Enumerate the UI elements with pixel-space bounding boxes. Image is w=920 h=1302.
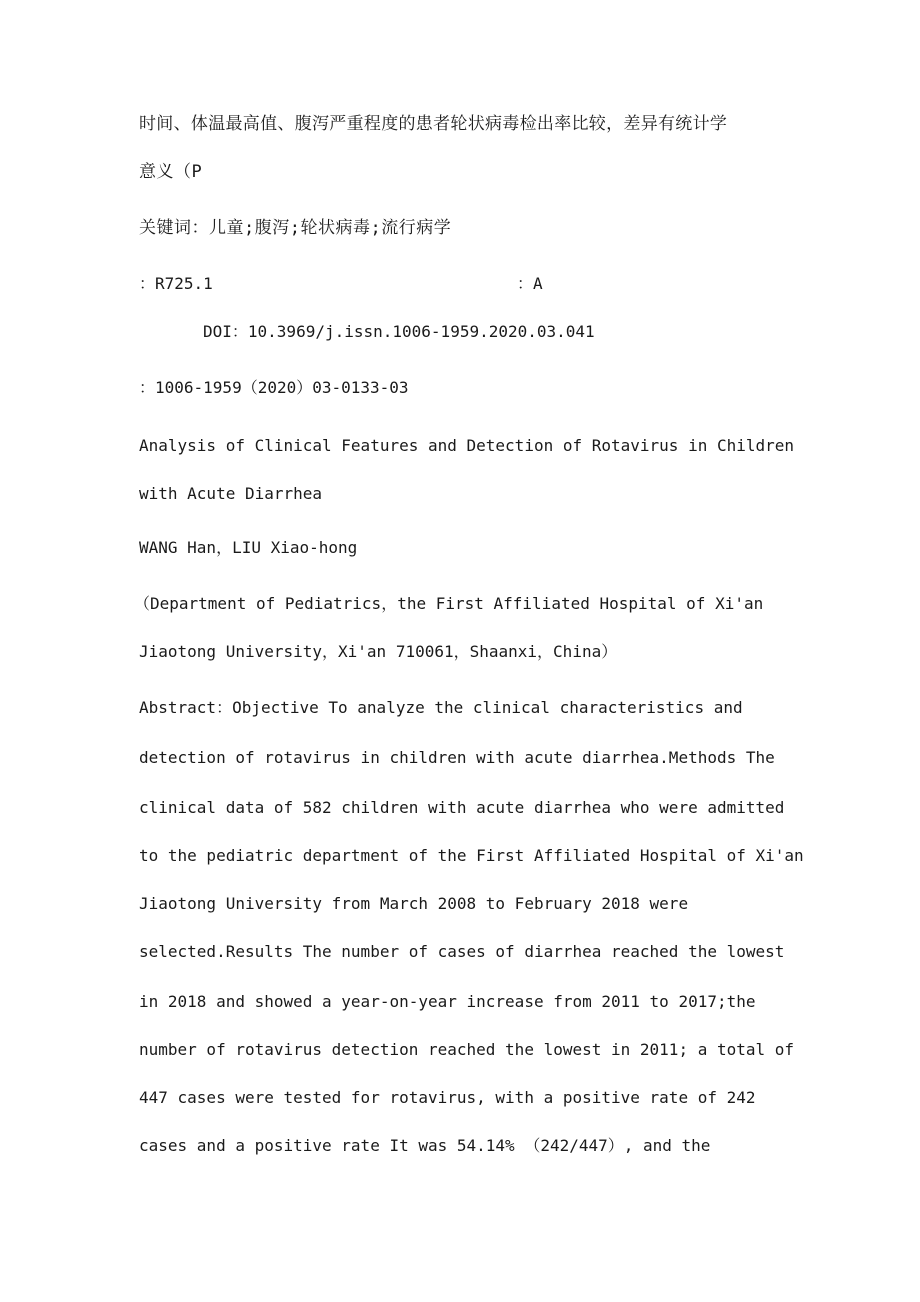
abstract-line: clinical data of 582 children with acute diarrhea who were admitted	[139, 798, 785, 817]
abstract-line: number of rotavirus detection reached the lowest in 2011; a total of	[139, 1040, 795, 1059]
clc-number: ：R725.1	[139, 274, 213, 293]
article-id: ：1006-1959（2020）03-0133-03	[139, 378, 409, 397]
abstract-line: cases and a positive rate It was 54.14% （242/447）, and the	[139, 1136, 711, 1155]
abstract-line: Abstract：Objective To analyze the clinical characteristics and	[139, 698, 743, 717]
cn-result-line-2: 意义（P	[139, 162, 203, 182]
title-en-line-2: with Acute Diarrhea	[139, 484, 323, 503]
authors: WANG Han，LIU Xiao-hong	[139, 538, 358, 557]
abstract-line: to the pediatric department of the First Affiliated Hospital of Xi'an	[139, 846, 804, 865]
abstract-line: selected.Results The number of cases of diarrhea reached the lowest	[139, 942, 785, 961]
abstract-line: detection of rotavirus in children with acute diarrhea.Methods The	[139, 748, 775, 767]
document-code: ：A	[517, 274, 543, 293]
affiliation-line-1: （Department of Pediatrics，the First Affiliated Hospital of Xi'an	[134, 594, 764, 613]
keywords: 关键词：儿童;腹泻;轮状病毒;流行病学	[139, 218, 452, 238]
abstract-line: in 2018 and showed a year-on-year increase from 2011 to 2017;the	[139, 992, 756, 1011]
cn-result-line-1: 时间、体温最高值、腹泻严重程度的患者轮状病毒检出率比较，差异有统计学	[139, 114, 728, 134]
abstract-line: Jiaotong University from March 2008 to February 2018 were	[139, 894, 689, 913]
affiliation-line-2: Jiaotong University，Xi'an 710061，Shaanxi，China）	[139, 642, 618, 661]
doi: DOI：10.3969/j.issn.1006-1959.2020.03.041	[203, 322, 595, 341]
title-en-line-1: Analysis of Clinical Features and Detection of Rotavirus in Children	[139, 436, 795, 455]
abstract-line: 447 cases were tested for rotavirus, with a positive rate of 242	[139, 1088, 756, 1107]
